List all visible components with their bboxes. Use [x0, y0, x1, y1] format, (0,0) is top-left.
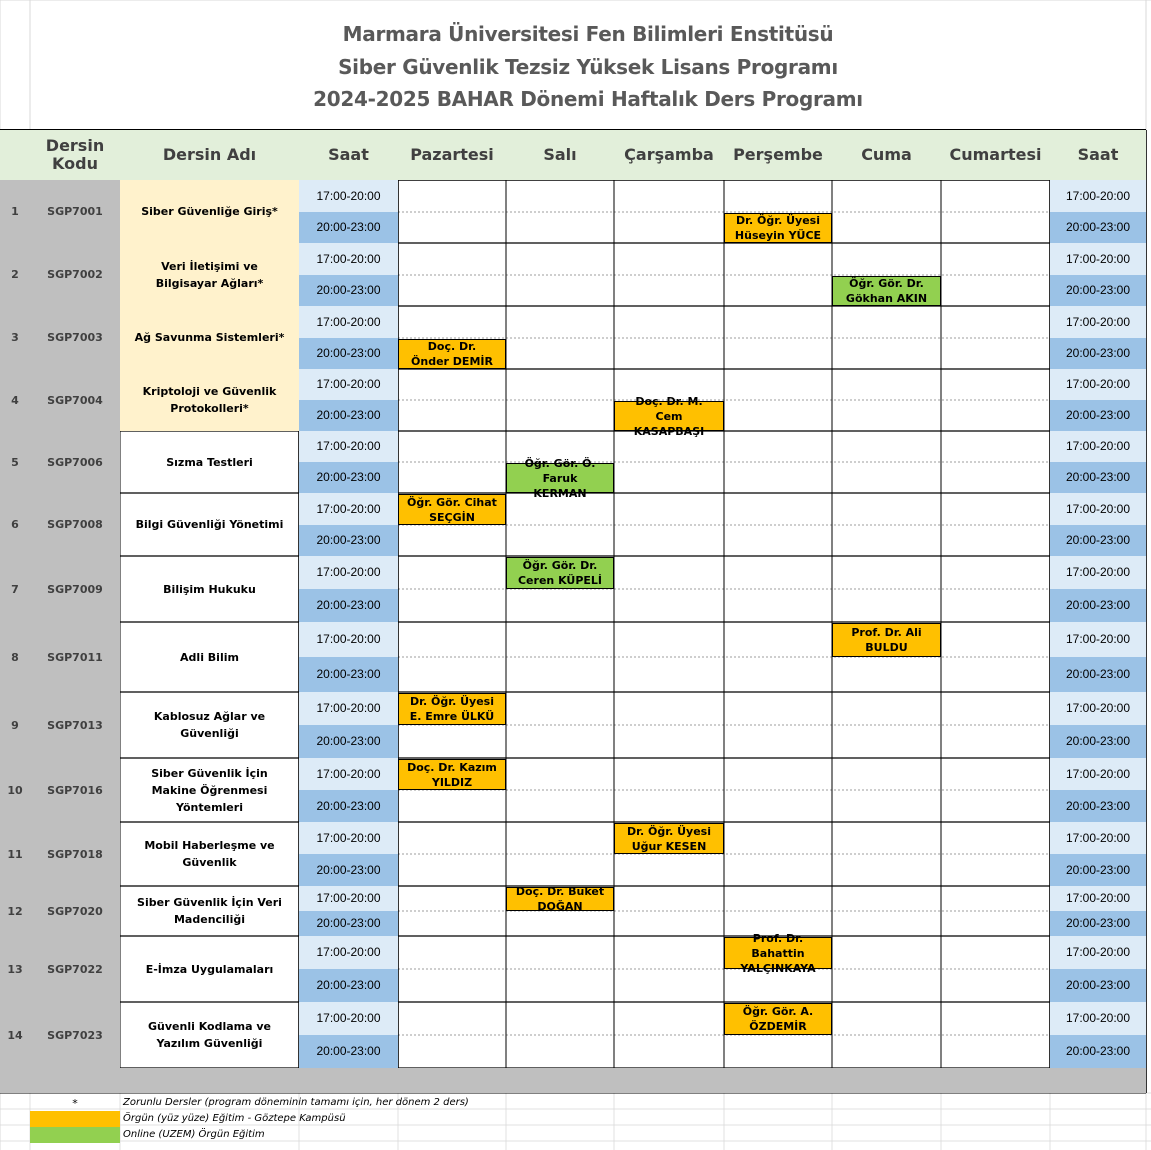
instructor-cell: Öğr. Gör. Cihat SEÇGİN	[398, 494, 506, 525]
time-slot-evening-right: 17:00-20:00	[1050, 692, 1146, 725]
time-slot-evening: 17:00-20:00	[299, 758, 398, 790]
legend-star-symbol: *	[72, 1096, 78, 1110]
time-slot-evening: 17:00-20:00	[299, 822, 398, 854]
time-slot-night-right: 20:00-23:00	[1050, 462, 1146, 493]
time-slot-night: 20:00-23:00	[299, 462, 398, 493]
title-line-2: Siber Güvenlik Tezsiz Yüksek Lisans Programı	[338, 55, 838, 79]
course-name: Bilişim Hukuku	[163, 582, 256, 596]
header-saat: Saat	[299, 130, 398, 180]
time-slot-evening: 17:00-20:00	[299, 1002, 398, 1035]
time-slot-evening-right: 17:00-20:00	[1050, 556, 1146, 589]
course-name: Siber Güvenlik İçin Veri Madenciliği	[137, 896, 282, 926]
time-slot-night: 20:00-23:00	[299, 790, 398, 822]
instructor-cell: Doç. Dr. M. Cem KASAPBAŞI	[614, 401, 724, 431]
time-slot-night-right: 20:00-23:00	[1050, 969, 1146, 1002]
instructor-cell: Öğr. Gör. A. ÖZDEMİR	[724, 1003, 832, 1035]
time-slot-night: 20:00-23:00	[299, 400, 398, 431]
course-code: SGP7003	[30, 306, 120, 369]
time-slot-night-right: 20:00-23:00	[1050, 911, 1146, 936]
time-slot-evening: 17:00-20:00	[299, 306, 398, 338]
time-slot-evening: 17:00-20:00	[299, 493, 398, 525]
time-slot-evening-right: 17:00-20:00	[1050, 886, 1146, 911]
time-slot-evening-right: 17:00-20:00	[1050, 243, 1146, 275]
header-day-5: Cumartesi	[941, 130, 1050, 180]
time-slot-night: 20:00-23:00	[299, 275, 398, 306]
course-code: SGP7016	[30, 758, 120, 822]
header-day-3: Perşembe	[724, 130, 832, 180]
time-slot-evening-right: 17:00-20:00	[1050, 1002, 1146, 1035]
time-slot-night-right: 20:00-23:00	[1050, 657, 1146, 692]
instructor-cell: Doç. Dr. Kazım YILDIZ	[398, 759, 506, 790]
header-day-0: Pazartesi	[398, 130, 506, 180]
time-slot-night: 20:00-23:00	[299, 725, 398, 758]
time-slot-night-right: 20:00-23:00	[1050, 338, 1146, 369]
time-slot-night: 20:00-23:00	[299, 911, 398, 936]
course-name: Kriptoloji ve Güvenlik Protokolleri*	[120, 369, 299, 431]
instructor-cell: Prof. Dr. Ali BULDU	[832, 623, 941, 657]
time-slot-night: 20:00-23:00	[299, 338, 398, 369]
time-slot-night: 20:00-23:00	[299, 589, 398, 622]
course-name: Sızma Testleri	[166, 455, 253, 469]
time-slot-evening: 17:00-20:00	[299, 431, 398, 462]
instructor-cell: Öğr. Gör. Dr. Gökhan AKIN	[832, 276, 941, 306]
time-slot-evening: 17:00-20:00	[299, 886, 398, 911]
time-slot-evening: 17:00-20:00	[299, 180, 398, 212]
time-slot-evening: 17:00-20:00	[299, 692, 398, 725]
time-slot-evening-right: 17:00-20:00	[1050, 758, 1146, 790]
time-slot-evening: 17:00-20:00	[299, 243, 398, 275]
time-slot-evening-right: 17:00-20:00	[1050, 306, 1146, 338]
row-number: 7	[0, 556, 30, 622]
row-number: 14	[0, 1002, 30, 1068]
instructor-cell: Dr. Öğr. Üyesi Uğur KESEN	[614, 823, 724, 854]
header-day-4: Cuma	[832, 130, 941, 180]
row-number: 3	[0, 306, 30, 369]
course-name: Mobil Haberleşme ve Güvenlik	[144, 839, 275, 869]
course-code: SGP7013	[30, 692, 120, 758]
course-name: E-İmza Uygulamaları	[145, 962, 274, 976]
time-slot-evening: 17:00-20:00	[299, 622, 398, 657]
instructor-cell: Öğr. Gör. Dr. Ceren KÜPELİ	[506, 557, 614, 589]
row-number: 2	[0, 243, 30, 306]
time-slot-evening-right: 17:00-20:00	[1050, 431, 1146, 462]
time-slot-evening-right: 17:00-20:00	[1050, 369, 1146, 400]
time-slot-night: 20:00-23:00	[299, 525, 398, 556]
time-slot-night: 20:00-23:00	[299, 1035, 398, 1068]
instructor-cell: Doç. Dr. Buket DOĞAN	[506, 887, 614, 911]
course-code: SGP7023	[30, 1002, 120, 1068]
time-slot-night-right: 20:00-23:00	[1050, 1035, 1146, 1068]
time-slot-night-right: 20:00-23:00	[1050, 589, 1146, 622]
course-code: SGP7002	[30, 243, 120, 306]
legend-star-text: Zorunlu Dersler (program döneminin tamamı için, her dönem 2 ders)	[123, 1097, 469, 1108]
time-slot-night: 20:00-23:00	[299, 657, 398, 692]
header-corner	[0, 130, 30, 180]
row-number: 13	[0, 936, 30, 1002]
time-slot-night-right: 20:00-23:00	[1050, 275, 1146, 306]
title-line-3: 2024-2025 BAHAR Dönemi Haftalık Ders Programı	[313, 87, 863, 111]
course-name: Güvenli Kodlama ve Yazılım Güvenliği	[148, 1020, 271, 1050]
header-day-1: Salı	[506, 130, 614, 180]
time-slot-night: 20:00-23:00	[299, 212, 398, 243]
row-number: 8	[0, 622, 30, 692]
time-slot-evening-right: 17:00-20:00	[1050, 622, 1146, 657]
course-name: Adli Bilim	[180, 650, 239, 664]
time-slot-evening-right: 17:00-20:00	[1050, 936, 1146, 969]
course-name: Veri İletişimi ve Bilgisayar Ağları*	[120, 243, 299, 306]
bottom-spacer-row	[0, 1068, 1146, 1093]
row-number: 6	[0, 493, 30, 556]
course-name: Siber Güvenliğe Giriş*	[120, 180, 299, 243]
row-number: 10	[0, 758, 30, 822]
time-slot-evening-right: 17:00-20:00	[1050, 822, 1146, 854]
row-number: 4	[0, 369, 30, 431]
time-slot-evening: 17:00-20:00	[299, 556, 398, 589]
course-code: SGP7004	[30, 369, 120, 431]
time-slot-night-right: 20:00-23:00	[1050, 854, 1146, 886]
time-slot-evening-right: 17:00-20:00	[1050, 180, 1146, 212]
row-number: 9	[0, 692, 30, 758]
time-slot-night: 20:00-23:00	[299, 969, 398, 1002]
time-slot-evening: 17:00-20:00	[299, 936, 398, 969]
legend-yuz-swatch	[30, 1111, 120, 1127]
instructor-cell: Dr. Öğr. Üyesi E. Emre ÜLKÜ	[398, 693, 506, 725]
course-code: SGP7011	[30, 622, 120, 692]
row-number: 1	[0, 180, 30, 243]
time-slot-night-right: 20:00-23:00	[1050, 525, 1146, 556]
course-code: SGP7022	[30, 936, 120, 1002]
time-slot-night: 20:00-23:00	[299, 854, 398, 886]
instructor-cell: Prof. Dr. Bahattin YALÇINKAYA	[724, 937, 832, 969]
legend-yuz-text: Örgün (yüz yüze) Eğitim - Göztepe Kampüsü	[123, 1113, 346, 1124]
time-slot-night-right: 20:00-23:00	[1050, 212, 1146, 243]
instructor-cell: Doç. Dr. Önder DEMİR	[398, 339, 506, 369]
time-slot-night-right: 20:00-23:00	[1050, 725, 1146, 758]
course-code: SGP7006	[30, 431, 120, 493]
instructor-cell: Öğr. Gör. Ö. Faruk KERMAN	[506, 463, 614, 493]
title-line-1: Marmara Üniversitesi Fen Bilimleri Enstitüsü	[342, 22, 834, 46]
row-number: 11	[0, 822, 30, 886]
course-code: SGP7008	[30, 493, 120, 556]
time-slot-night-right: 20:00-23:00	[1050, 400, 1146, 431]
course-name: Ağ Savunma Sistemleri*	[120, 306, 299, 369]
header-day-2: Çarşamba	[614, 130, 724, 180]
header-saat-right: Saat	[1050, 130, 1146, 180]
course-code: SGP7009	[30, 556, 120, 622]
row-number: 12	[0, 886, 30, 936]
legend-online-text: Online (UZEM) Örgün Eğitim	[123, 1129, 265, 1140]
course-name: Bilgi Güvenliği Yönetimi	[135, 518, 284, 531]
header-course-code: Dersin Kodu	[30, 130, 120, 180]
row-number: 5	[0, 431, 30, 493]
course-name: Kablosuz Ağlar ve Güvenliği	[153, 710, 266, 740]
instructor-cell: Dr. Öğr. Üyesi Hüseyin YÜCE	[724, 213, 832, 243]
legend-online-swatch	[30, 1127, 120, 1143]
header-course-name: Dersin Adı	[120, 130, 299, 180]
course-code: SGP7020	[30, 886, 120, 936]
time-slot-night-right: 20:00-23:00	[1050, 790, 1146, 822]
course-code: SGP7001	[30, 180, 120, 243]
course-code: SGP7018	[30, 822, 120, 886]
course-name: Siber Güvenlik İçin Makine Öğrenmesi Yöntemleri	[151, 766, 268, 814]
time-slot-evening: 17:00-20:00	[299, 369, 398, 400]
time-slot-evening-right: 17:00-20:00	[1050, 493, 1146, 525]
